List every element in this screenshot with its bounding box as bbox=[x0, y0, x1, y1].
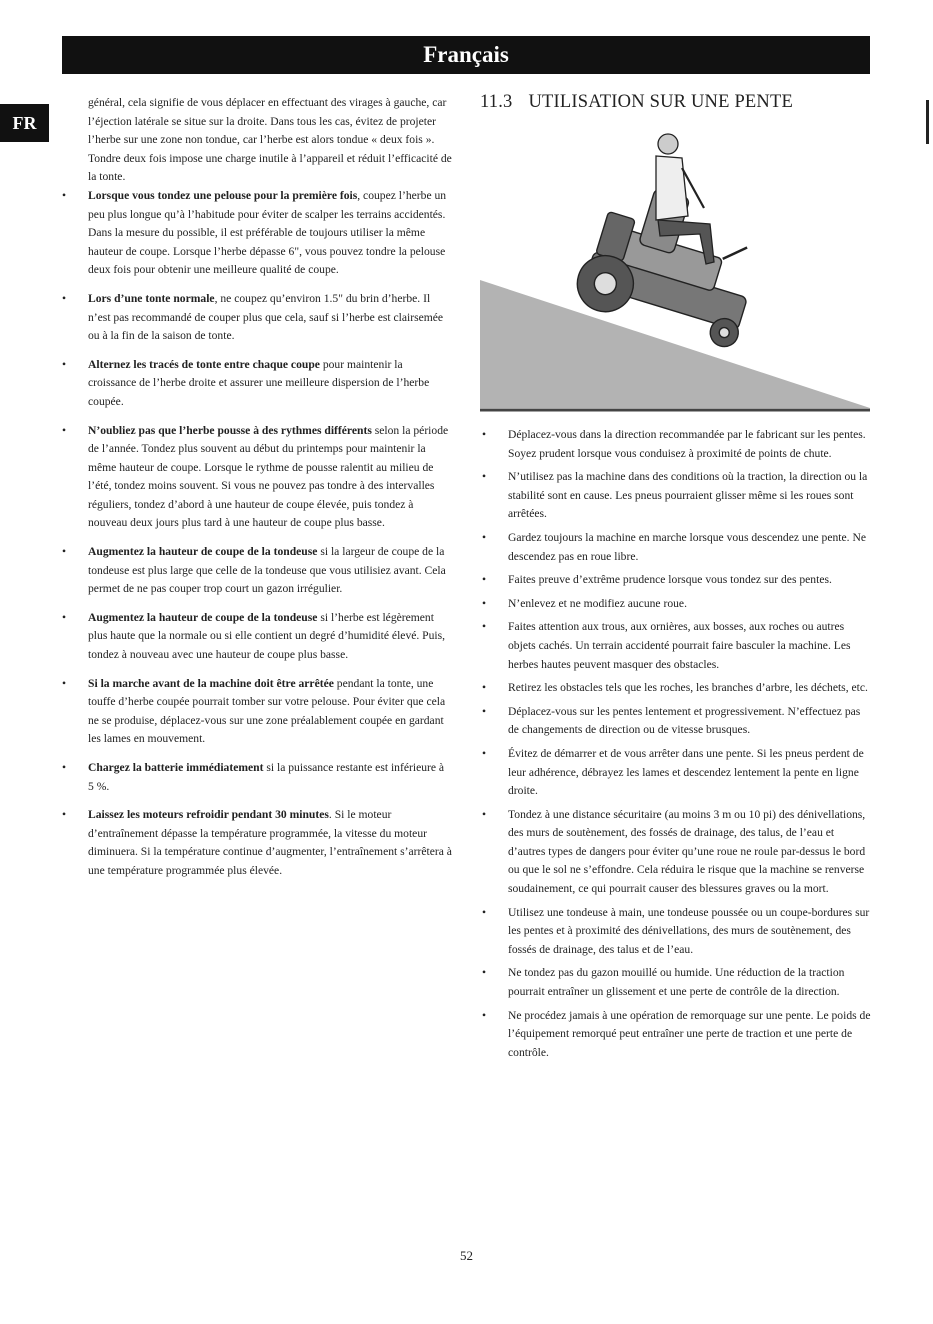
bullet-icon: • bbox=[482, 428, 487, 441]
bullet-text: selon la période de l’année. Tondez plus souvent au début du printemps pour maintenir la même hauteur de coupe. Lorsque le rythme de pousse ralentit au milieu de l’été, tondez moins souvent. Si vous ne pouvez pas tondre à des intervalles réguliers, tondez d’abord à une hauteur de coupe élevée, puis tondez à nouveau deux jours plus tard à une hauteur de coupe plus basse. bbox=[88, 423, 449, 530]
bullet-lead: Alternez les tracés de tonte entre chaque coupe bbox=[88, 357, 320, 371]
right-bullet-item bbox=[480, 806, 874, 899]
left-bullet-item bbox=[60, 759, 452, 796]
slope-mower-illustration bbox=[478, 124, 873, 414]
section-heading bbox=[480, 92, 793, 113]
bullet-icon: • bbox=[62, 357, 67, 371]
bullet-icon: • bbox=[482, 807, 487, 821]
bullet-text: Utilisez une tondeuse à main, une tondeuse poussée ou un coupe-bordures sur les pentes et à proximité des dénivellations, des murs de soutènement, des fossés de drainage, des talus et de l’eau. bbox=[508, 905, 870, 956]
bullet-icon: • bbox=[62, 423, 67, 437]
bullet-text: si la puissance restante est inférieure à 5 %. bbox=[88, 761, 445, 793]
bullet-text: Déplacez-vous sur les pentes lentement et progressivement. N’effectuez pas de changements de direction ou de vitesse brusques. bbox=[508, 704, 861, 737]
left-bullet-item bbox=[60, 422, 452, 534]
bullet-icon: • bbox=[62, 761, 67, 774]
right-bullet-item bbox=[480, 468, 874, 524]
bullet-icon: • bbox=[482, 905, 487, 919]
bullet-icon: • bbox=[482, 746, 487, 760]
bullet-text: Gardez toujours la machine en marche lorsque vous descendez une pente. Ne descendez pas en roue libre. bbox=[508, 530, 866, 563]
bullet-icon: • bbox=[62, 676, 67, 690]
bullet-text: , ne coupez qu’environ 1.5" du brin d’herbe. Il n’est pas recommandé de couper plus que cela, sauf si l’herbe est clairsemée ou à la fin de la saison de tonte. bbox=[88, 291, 444, 343]
language-banner: Français bbox=[62, 36, 870, 74]
bullet-lead: Laissez les moteurs refroidir pendant 30 minutes bbox=[88, 808, 329, 822]
bullet-icon: • bbox=[482, 681, 487, 695]
bullet-text: Retirez les obstacles tels que les roches, les branches d’arbre, les déchets, etc. bbox=[508, 681, 868, 695]
bullet-icon: • bbox=[482, 1008, 487, 1022]
bullet-text: N’enlevez et ne modifiez aucune roue. bbox=[508, 596, 687, 610]
bullet-lead: Augmentez la hauteur de coupe de la tondeuse bbox=[88, 610, 318, 624]
bullet-icon: • bbox=[482, 620, 487, 634]
bullet-text: Faites attention aux trous, aux ornières, aux bosses, aux roches ou autres objets cachés. Un terrain accidenté pourrait faire basculer la machine. Les herbes hautes peuvent masquer des obstacles. bbox=[508, 620, 851, 671]
right-bullet-item bbox=[480, 426, 874, 463]
bullet-text: Tondez à une distance sécuritaire (au moins 3 m ou 10 pi) des dénivellations, des murs de soutènement, des fossés de drainage, des talus, de l’eau et d’autres types de dangers pour éviter qu’une roue ne roule par-dessus le bord ou que le sol ne s’effondre. Cela réduira le risque que la machine se renverse soudainement, ce qui pourrait causer des blessures graves ou la mort. bbox=[508, 807, 866, 896]
right-bullet-item bbox=[480, 618, 874, 674]
bullet-lead: Augmentez la hauteur de coupe de la tondeuse bbox=[88, 545, 318, 559]
page-number: 52 bbox=[460, 1248, 473, 1263]
right-column bbox=[480, 426, 874, 1067]
bullet-icon: • bbox=[62, 291, 67, 305]
bullet-lead: Si la marche avant de la machine doit être arrêtée bbox=[88, 676, 334, 690]
left-bullet-item bbox=[60, 609, 452, 665]
right-bullet-item bbox=[480, 571, 874, 590]
section-title: UTILISATION SUR UNE PENTE bbox=[528, 92, 793, 112]
bullet-icon: • bbox=[482, 573, 487, 587]
right-bullet-item bbox=[480, 1007, 874, 1063]
bullet-icon: • bbox=[62, 545, 67, 559]
right-bullet-list bbox=[480, 426, 874, 1062]
right-bullet-item bbox=[480, 904, 874, 960]
left-bullet-item bbox=[60, 187, 452, 280]
left-bullet-item bbox=[60, 675, 452, 749]
bullet-icon: • bbox=[482, 704, 487, 718]
right-bullet-item bbox=[480, 703, 874, 740]
bullet-text: pendant la tonte, une touffe d’herbe coupée pourrait tomber sur votre pelouse. Pour éviter que cela ne se produise, déplacez-vous sur une zone préalablement coupée en gardant les lames en mouvement. bbox=[88, 676, 446, 746]
bullet-text: . Si le moteur d’entraînement dépasse la température programmée, la vitesse du moteur diminuera. Si la température continue d’augmenter, l’entraînement s’arrêtera à une température programmée plus élevée. bbox=[88, 808, 452, 877]
bullet-text: Déplacez-vous dans la direction recommandée par le fabricant sur les pentes. Soyez prudent lorsque vous conduisez à proximité de points de chute. bbox=[508, 428, 866, 460]
bullet-icon: • bbox=[482, 530, 487, 544]
bullet-icon: • bbox=[482, 596, 487, 610]
right-bullet-item bbox=[480, 595, 874, 614]
bullet-icon: • bbox=[482, 966, 487, 980]
right-bullet-item bbox=[480, 745, 874, 801]
intro-paragraph: général, cela signifie de vous déplacer en effectuant des virages à gauche, car l’éjection latérale se situe sur la droite. Dans tous les cas, évitez de projeter l’herbe sur une zone non tondue, car l’herbe est alors tondue « deux fois ». Tondre deux fois impose une charge inutile à l’appareil et réduit l’efficacité de la tonte. bbox=[88, 96, 452, 184]
right-bullet-item bbox=[480, 529, 874, 566]
bullet-icon: • bbox=[62, 610, 67, 624]
bullet-text: Faites preuve d’extrême prudence lorsque vous tondez sur des pentes. bbox=[508, 573, 832, 587]
left-bullet-list bbox=[60, 187, 452, 881]
bullet-text: N’utilisez pas la machine dans des conditions où la traction, la direction ou la stabilité sont en cause. Les pneus pourraient glisser même si les roues sont arrêtées. bbox=[508, 470, 868, 521]
bullet-icon: • bbox=[62, 808, 67, 822]
bullet-text: pour maintenir la croissance de l’herbe droite et assurer une meilleure dispersion de l’herbe coupée. bbox=[88, 357, 430, 408]
bullet-text: Ne procédez jamais à une opération de remorquage sur une pente. Le poids de l’équipement remorqué peut entraîner une perte de traction et une perte de contrôle. bbox=[508, 1008, 871, 1059]
left-bullet-item bbox=[60, 290, 452, 346]
bullet-text: Évitez de démarrer et de vous arrêter dans une pente. Si les pneus perdent de leur adhérence, débrayez les lames et descendez lentement la pente en ligne droite. bbox=[508, 746, 864, 798]
margin-marker bbox=[926, 100, 929, 144]
bullet-icon: • bbox=[482, 470, 487, 484]
language-tab: FR bbox=[0, 104, 49, 142]
bullet-lead: N’oubliez pas que l’herbe pousse à des rythmes différents bbox=[88, 423, 372, 437]
right-bullet-item bbox=[480, 964, 874, 1001]
bullet-lead: Lorsque vous tondez une pelouse pour la première fois bbox=[88, 188, 358, 202]
bullet-text: si l’herbe est légèrement plus haute que la normale ou si elle contient un degré d’humidité élevé. Puis, tondez à nouveau avec une hauteur de coupe plus basse. bbox=[88, 610, 446, 662]
left-bullet-item bbox=[60, 806, 452, 880]
left-column bbox=[60, 94, 452, 891]
bullet-lead: Chargez la batterie immédiatement bbox=[88, 761, 264, 774]
bullet-lead: Lors d’une tonte normale bbox=[88, 291, 215, 305]
left-bullet-item bbox=[60, 543, 452, 599]
bullet-text: , coupez l’herbe un peu plus longue qu’à l’habitude pour éviter de scalper les terrains accidentés. Dans la mesure du possible, il est préférable de toujours utiliser la même hauteur de coupe. Lorsque l’herbe dépasse 6", vous pouvez tondre la pelouse deux fois pour obtenir une meilleure qualité de coupe. bbox=[88, 188, 447, 277]
right-bullet-item bbox=[480, 679, 874, 698]
bullet-text: Ne tondez pas du gazon mouillé ou humide. Une réduction de la traction pourrait entraîner un glissement et une perte de contrôle de la direction. bbox=[508, 966, 845, 999]
left-bullet-item bbox=[60, 356, 452, 412]
bullet-text: si la largeur de coupe de la tondeuse est plus large que celle de la tondeuse que vous utilisiez avant. Cela permet de ne pas couper trop court un gazon irrégulier. bbox=[88, 545, 446, 596]
section-number: 11.3 bbox=[480, 92, 513, 112]
bullet-icon: • bbox=[62, 188, 67, 202]
